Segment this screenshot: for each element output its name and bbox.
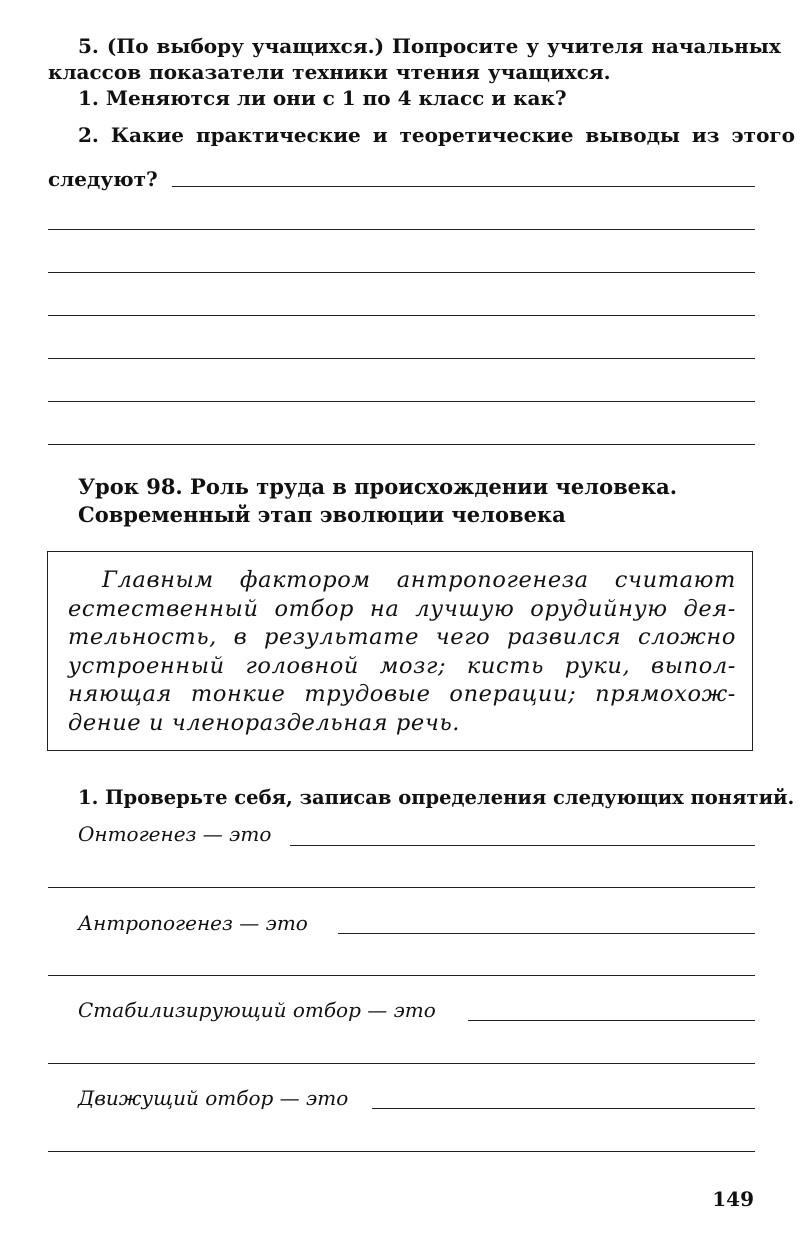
answer-line[interactable] (372, 1108, 755, 1109)
statement-line: тельность, в результате чего развился сложно (68, 624, 736, 651)
answer-line[interactable] (48, 358, 755, 359)
answer-line[interactable] (468, 1020, 755, 1021)
q5-sub2-line2: следуют? (48, 167, 158, 191)
answer-line[interactable] (48, 401, 755, 402)
lesson-title-line2: Современный этап эволюции человека (78, 502, 566, 527)
key-statement-text (68, 566, 736, 738)
lesson-title-line1: Урок 98. Роль труда в происхождении человека. (78, 474, 678, 499)
statement-line: Главным фактором антропогенеза считают (102, 567, 736, 593)
q5-sub2-line1: 2. Какие практические и теоретические выводы из этого (78, 123, 796, 147)
statement-line: естественный отбор на лучшую орудийную дея- (68, 595, 736, 622)
answer-line[interactable] (48, 444, 755, 445)
term-stabilizing-selection: Стабилизирующий отбор — это (78, 998, 436, 1022)
statement-line: няющая тонкие трудовые операции; прямохож- (68, 681, 736, 708)
task1-text-content: 1. Проверьте себя, записав определения следующих понятий. (78, 786, 795, 809)
answer-line[interactable] (290, 845, 755, 846)
answer-line[interactable] (48, 315, 755, 316)
term-ontogenesis: Онтогенез — это (78, 822, 272, 846)
q5-line1: 5. (По выбору учащихся.) Попросите у учителя начальных (78, 34, 781, 58)
task1-text (78, 786, 794, 810)
q5-line2: классов показатели техники чтения учащихся. (48, 60, 611, 84)
answer-line[interactable] (48, 272, 755, 273)
answer-line[interactable] (338, 933, 755, 934)
q5-sub1: 1. Меняются ли они с 1 по 4 класс и как? (78, 86, 567, 110)
answer-line[interactable] (48, 1063, 755, 1064)
key-statement-box (47, 551, 753, 751)
term-directional-selection: Движущий отбор — это (78, 1086, 349, 1110)
term-anthropogenesis: Антропогенез — это (78, 911, 308, 935)
answer-line[interactable] (48, 229, 755, 230)
statement-line: дение и членораздельная речь. (68, 709, 461, 736)
page-number: 149 (712, 1187, 754, 1211)
answer-line[interactable] (48, 975, 755, 976)
answer-line[interactable] (48, 887, 755, 888)
answer-line[interactable] (48, 1151, 755, 1152)
statement-line: устроенный головной мозг; кисть руки, выпол- (68, 652, 736, 679)
answer-line[interactable] (172, 186, 755, 187)
